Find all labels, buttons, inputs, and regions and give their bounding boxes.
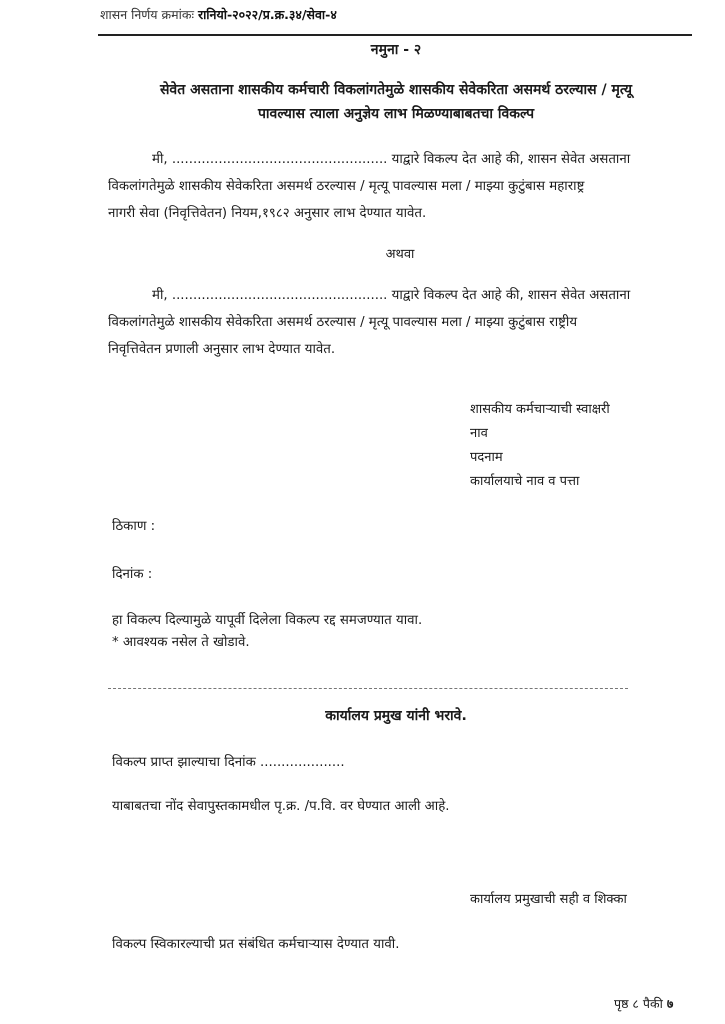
employee-signature-block xyxy=(470,398,610,494)
name-label: नाव xyxy=(470,426,488,441)
date-field: दिनांक : xyxy=(112,567,153,582)
place-field: ठिकाण : xyxy=(112,519,156,534)
document-header xyxy=(100,6,337,23)
page-total: ७ xyxy=(666,996,674,1011)
received-date-field: विकल्प प्राप्त झाल्याचा दिनांक .................... xyxy=(112,755,345,770)
header-rule xyxy=(98,34,692,36)
designation-label: पदनाम xyxy=(470,450,503,465)
cancellation-note: हा विकल्प दिल्यामुळे यापूर्वी दिलेला विकल्प रद्द समजण्यात यावा. xyxy=(112,613,423,628)
option2-line2: विकलांगतेमुळे शासकीय सेवेकरिता असमर्थ ठरल्यास / मृत्यू पावल्यास मला / माझ्या कुटुंबास राष्ट्रीय xyxy=(108,315,578,330)
form-title xyxy=(100,78,692,126)
section-divider xyxy=(108,688,628,689)
form-title-line1: सेवेत असताना शासकीय कर्मचारी विकलांगतेमुळे शासकीय सेवेकरिता असमर्थ ठरल्यास / मृत्यू xyxy=(159,82,633,98)
gr-number: रानियो-२०२२/प्र.क्र.३४/सेवा-४ xyxy=(197,7,337,22)
option1-line3: नागरी सेवा (निवृत्तिवेतन) नियम,१९८२ अनुसार लाभ देण्यात यावेत. xyxy=(108,206,427,221)
option2-line1: मी, ................................................... याद्वारे विकल्प देत आहे की, शासन सेवेत असताना xyxy=(152,288,631,303)
sample-label: नमुना - २ xyxy=(370,42,422,58)
option2-paragraph xyxy=(108,282,692,363)
service-book-entry: याबाबतचा नोंद सेवापुस्तकामधील पृ.क्र. /प.वि. वर घेण्यात आली आहे. xyxy=(112,799,450,814)
office-address-label: कार्यालयाचे नाव व पत्ता xyxy=(470,474,580,489)
option1-paragraph xyxy=(108,146,692,227)
option1-line1: मी, ................................................... याद्वारे विकल्प देत आहे की, शासन सेवेत असताना xyxy=(152,152,631,167)
copy-note: विकल्प स्विकारल्याची प्रत संबंधित कर्मचाऱ्यास देण्यात यावी. xyxy=(112,937,400,952)
option1-line2: विकलांगतेमुळे शासकीय सेवेकरिता असमर्थ ठरल्यास / मृत्यू पावल्यास मला / माझ्या कुटुंबास महाराष्ट्र xyxy=(108,179,585,194)
page-number xyxy=(614,995,673,1012)
header-prefix: शासन निर्णय क्रमांकः xyxy=(100,7,198,22)
office-section-heading: कार्यालय प्रमुख यांनी भरावे. xyxy=(325,708,467,724)
option2-line3: निवृत्तिवेतन प्रणाली अनुसार लाभ देण्यात यावेत. xyxy=(108,342,336,357)
form-title-line2: पावल्यास त्याला अनुज्ञेय लाभ मिळण्याबाबतचा विकल्प xyxy=(257,106,535,122)
page-text: पृष्ठ ८ पैकी xyxy=(614,996,667,1011)
signature-label: शासकीय कर्मचाऱ्याची स्वाक्षरी xyxy=(470,402,610,417)
or-separator: अथवा xyxy=(385,247,415,262)
head-signature-label: कार्यालय प्रमुखाची सही व शिक्का xyxy=(470,892,627,907)
strike-note: * आवश्यक नसेल ते खोडावे. xyxy=(112,635,250,650)
